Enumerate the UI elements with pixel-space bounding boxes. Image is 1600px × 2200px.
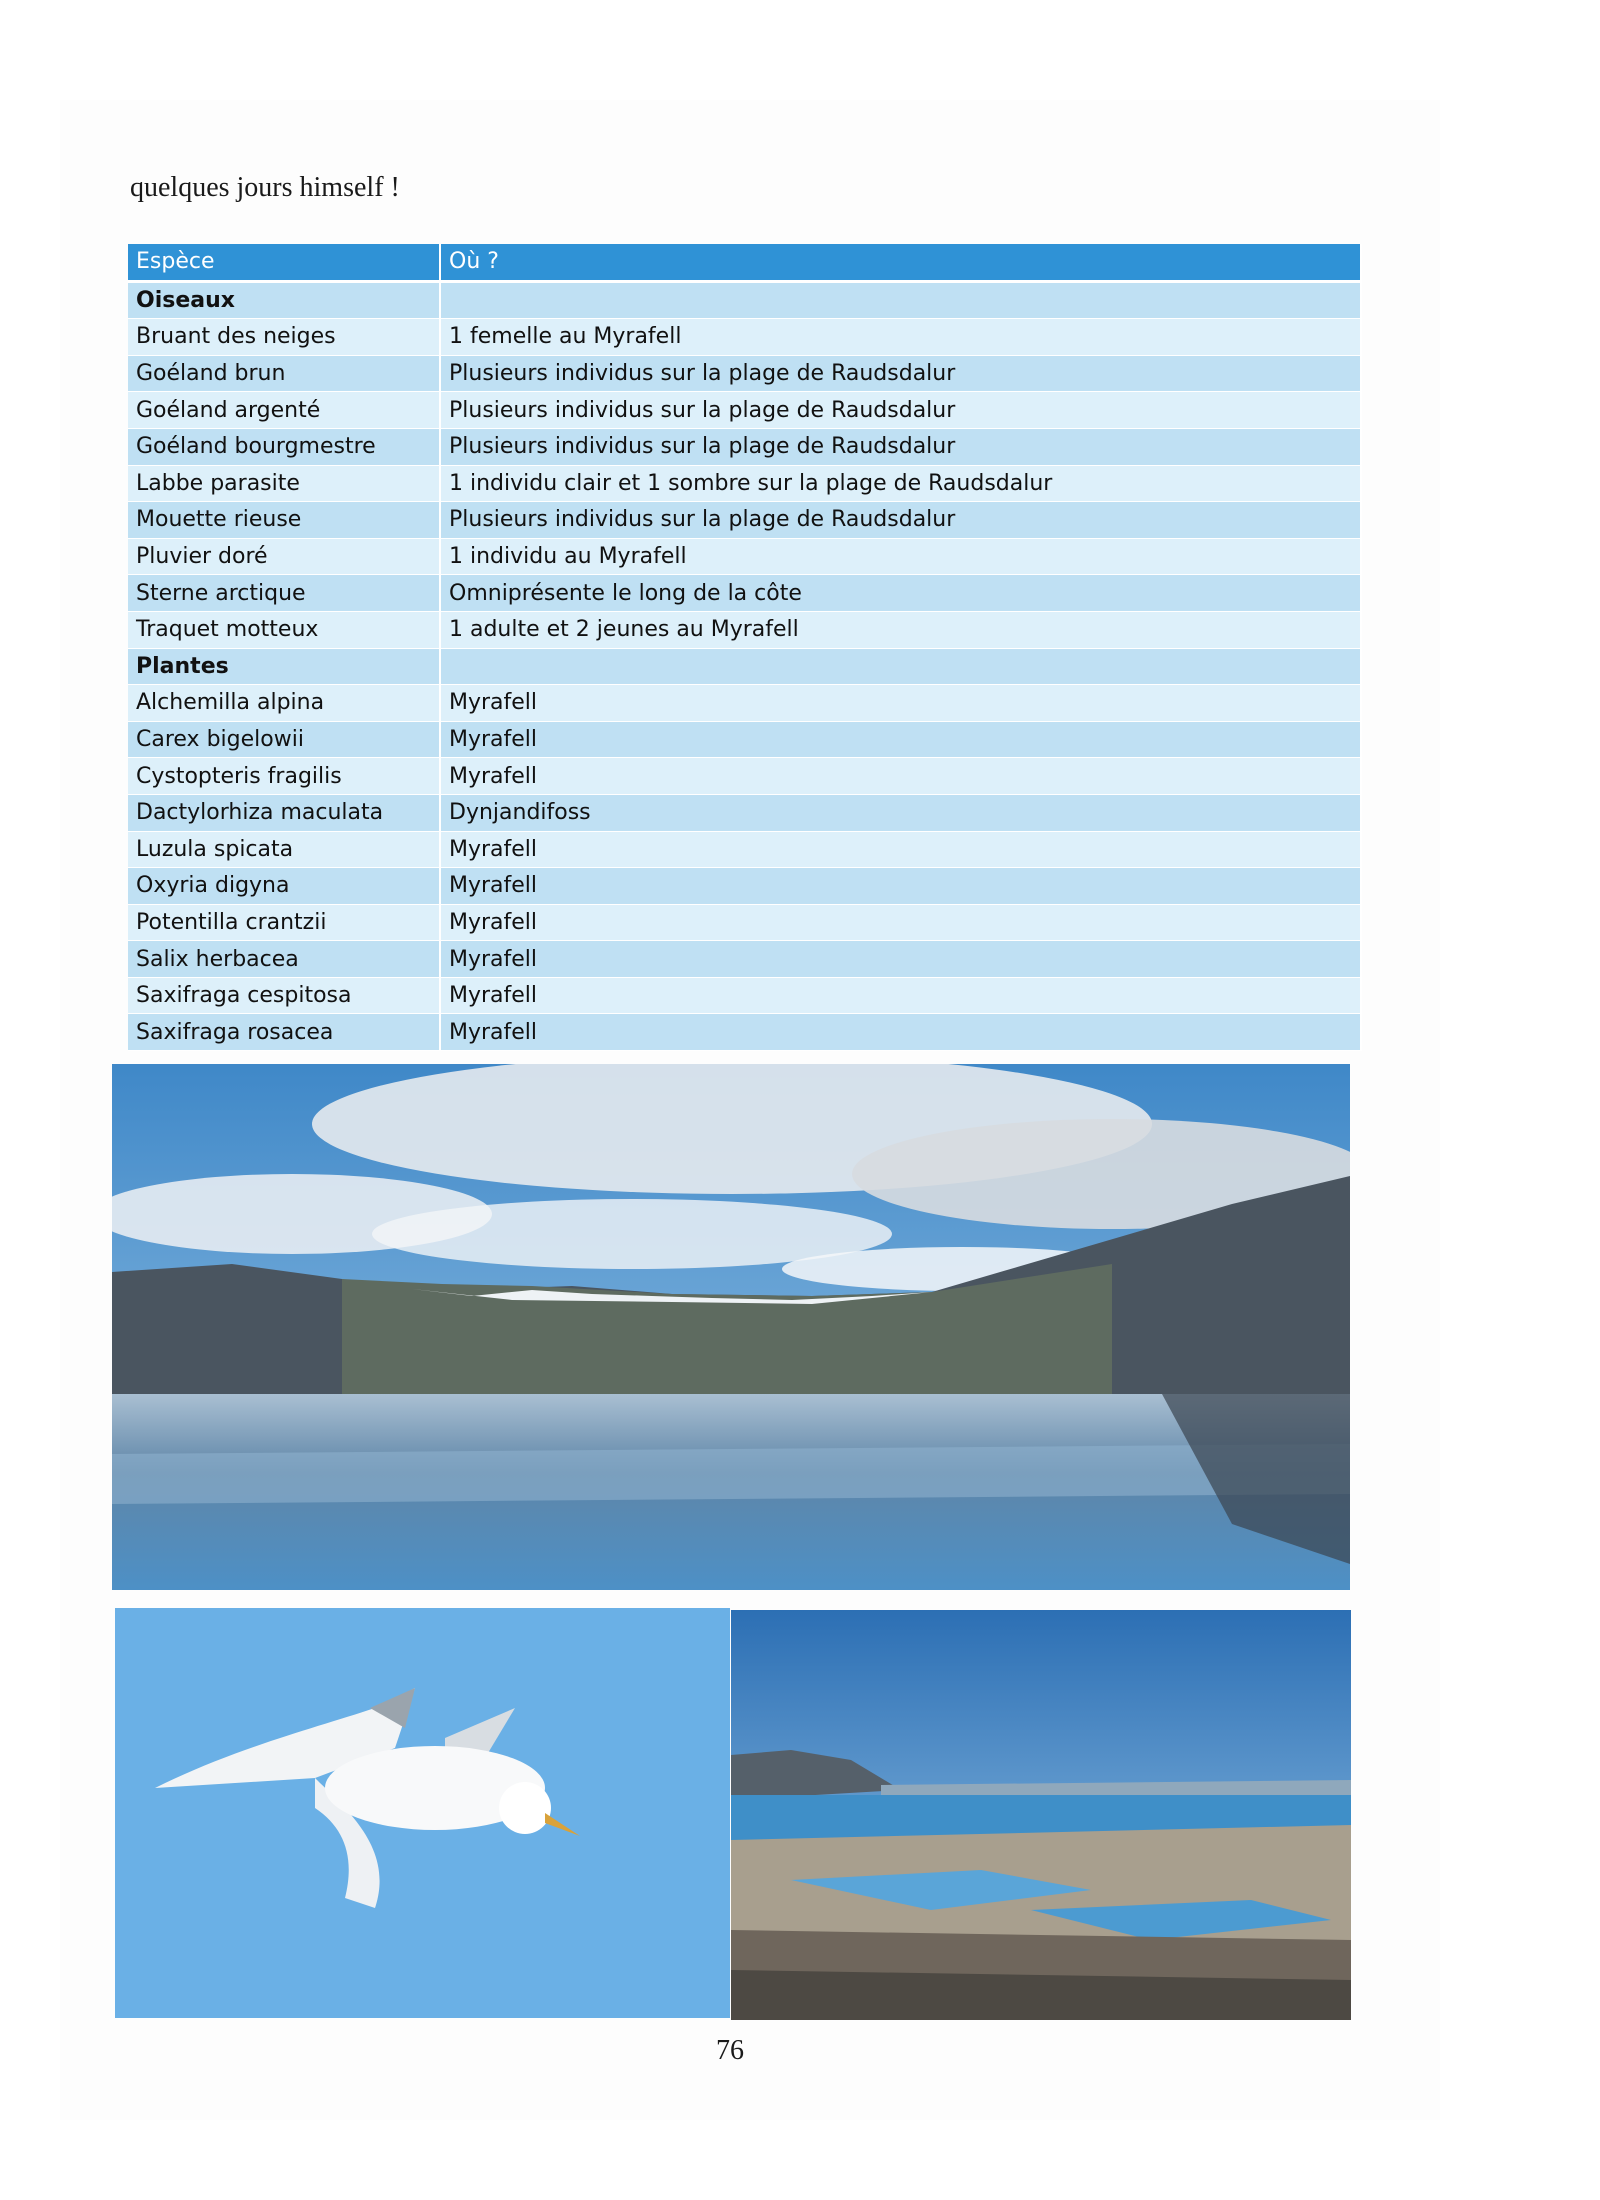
- species-cell: Goéland argenté: [128, 392, 440, 429]
- table-row: [128, 941, 1361, 978]
- group-heading-cell: Oiseaux: [128, 281, 440, 319]
- species-cell: Dactylorhiza maculata: [128, 794, 440, 831]
- table-row: [128, 831, 1361, 868]
- species-cell: Goéland brun: [128, 355, 440, 392]
- table-row: [128, 281, 1361, 319]
- fjord-landscape-photo: [112, 1064, 1350, 1590]
- species-cell: Potentilla crantzii: [128, 904, 440, 941]
- table-row: [128, 794, 1361, 831]
- species-cell: Sterne arctique: [128, 575, 440, 612]
- species-cell: Salix herbacea: [128, 941, 440, 978]
- table-row: [128, 685, 1361, 722]
- species-cell: Mouette rieuse: [128, 502, 440, 539]
- species-table: [128, 244, 1362, 1051]
- table-row: [128, 868, 1361, 905]
- table-row: [128, 648, 1361, 685]
- species-cell: Goéland bourgmestre: [128, 428, 440, 465]
- table-header-row: [128, 244, 1361, 281]
- location-cell: Myrafell: [440, 1014, 1361, 1051]
- table-row: [128, 611, 1361, 648]
- location-cell: Myrafell: [440, 685, 1361, 722]
- location-cell: [440, 648, 1361, 685]
- location-cell: Plusieurs individus sur la plage de Raudsdalur: [440, 502, 1361, 539]
- location-cell: Myrafell: [440, 758, 1361, 795]
- table-row: [128, 538, 1361, 575]
- species-cell: Carex bigelowii: [128, 721, 440, 758]
- location-cell: 1 individu clair et 1 sombre sur la plage de Raudsdalur: [440, 465, 1361, 502]
- location-cell: Dynjandifoss: [440, 794, 1361, 831]
- intro-text: quelques jours himself !: [130, 172, 400, 203]
- species-cell: Labbe parasite: [128, 465, 440, 502]
- table-row: [128, 465, 1361, 502]
- species-cell: Traquet motteux: [128, 611, 440, 648]
- location-cell: 1 adulte et 2 jeunes au Myrafell: [440, 611, 1361, 648]
- table-row: [128, 904, 1361, 941]
- species-table-body: [128, 281, 1361, 1050]
- location-cell: Myrafell: [440, 721, 1361, 758]
- table-row: [128, 721, 1361, 758]
- location-cell: Omniprésente le long de la côte: [440, 575, 1361, 612]
- table-row: [128, 758, 1361, 795]
- table-row: [128, 502, 1361, 539]
- species-cell: Cystopteris fragilis: [128, 758, 440, 795]
- table-row: [128, 392, 1361, 429]
- species-cell: Luzula spicata: [128, 831, 440, 868]
- table-row: [128, 428, 1361, 465]
- location-cell: Myrafell: [440, 831, 1361, 868]
- beach-coast-photo: [731, 1610, 1351, 2020]
- location-cell: Plusieurs individus sur la plage de Raudsdalur: [440, 355, 1361, 392]
- species-cell: Bruant des neiges: [128, 319, 440, 356]
- gull-in-flight-photo: [115, 1608, 730, 2018]
- location-cell: 1 individu au Myrafell: [440, 538, 1361, 575]
- location-cell: 1 femelle au Myrafell: [440, 319, 1361, 356]
- species-cell: Oxyria digyna: [128, 868, 440, 905]
- table-row: [128, 319, 1361, 356]
- location-cell: Myrafell: [440, 941, 1361, 978]
- location-cell: Myrafell: [440, 868, 1361, 905]
- table-row: [128, 1014, 1361, 1051]
- location-cell: Plusieurs individus sur la plage de Raudsdalur: [440, 428, 1361, 465]
- location-cell: Plusieurs individus sur la plage de Raudsdalur: [440, 392, 1361, 429]
- location-cell: Myrafell: [440, 904, 1361, 941]
- table-row: [128, 977, 1361, 1014]
- group-heading-cell: Plantes: [128, 648, 440, 685]
- species-cell: Saxifraga cespitosa: [128, 977, 440, 1014]
- species-cell: Pluvier doré: [128, 538, 440, 575]
- location-cell: [440, 281, 1361, 319]
- table-row: [128, 575, 1361, 612]
- species-cell: Saxifraga rosacea: [128, 1014, 440, 1051]
- page-number: 76: [716, 2035, 744, 2066]
- species-cell: Alchemilla alpina: [128, 685, 440, 722]
- location-cell: Myrafell: [440, 977, 1361, 1014]
- column-header-where: Où ?: [440, 244, 1361, 281]
- table-row: [128, 355, 1361, 392]
- column-header-species: Espèce: [128, 244, 440, 281]
